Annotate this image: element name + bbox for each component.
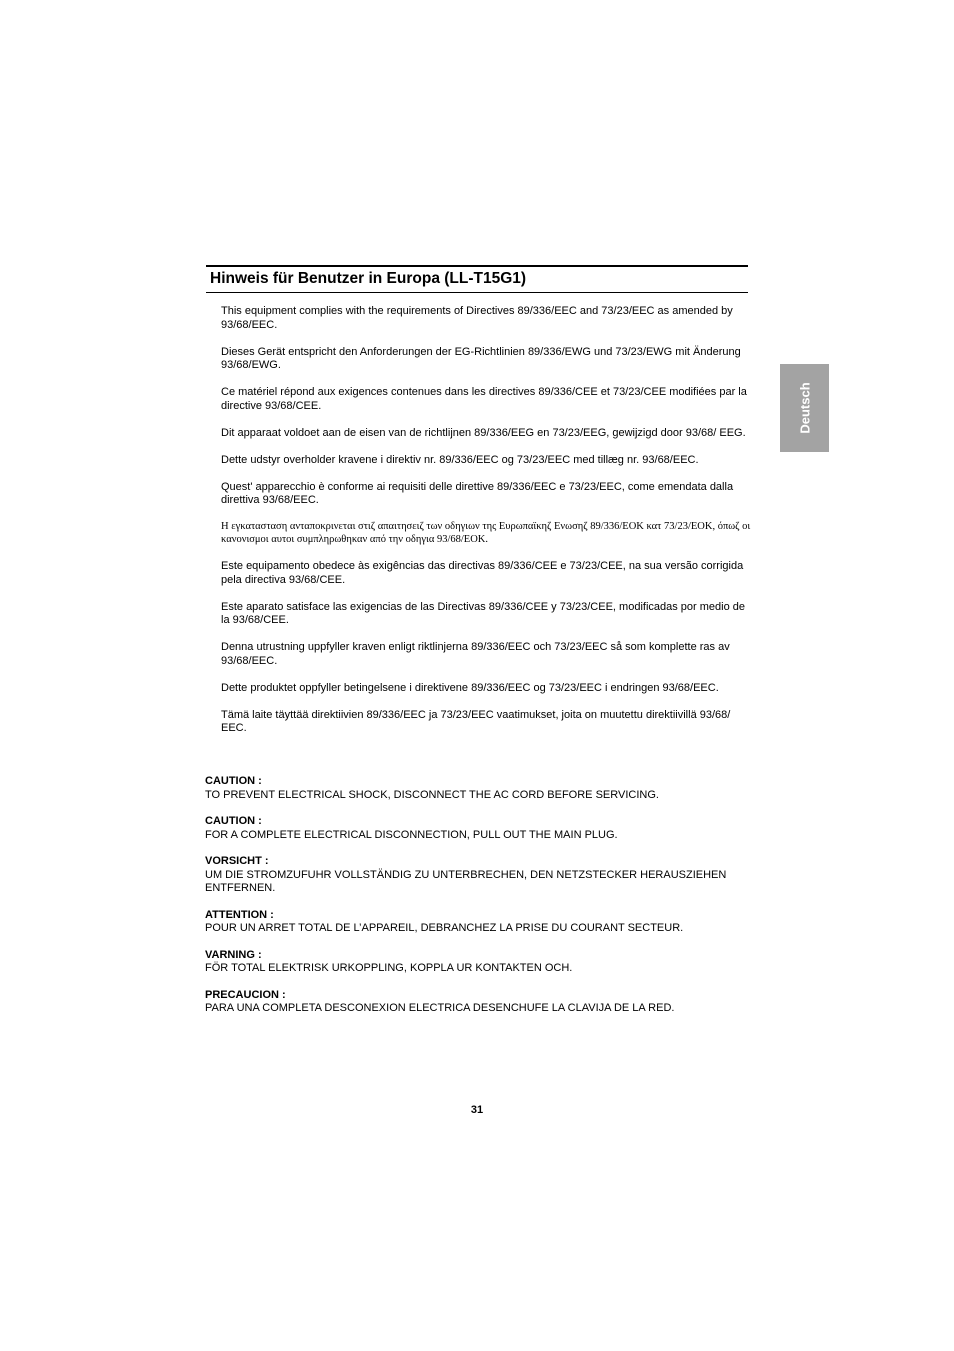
warning-text: UM DIE STROMZUFUHR VOLLSTÄNDIG ZU UNTERBRECHEN, DEN NETZSTECKER HERAUSZIEHEN ENTFERNEN. (205, 868, 727, 894)
statement-danish: Dette udstyr overholder kravene i direktiv nr. 89/336/EEC og 73/23/EEC med tillæg nr. 93/68/EEC. (221, 453, 699, 466)
warning-title: PRECAUCION : (205, 988, 286, 1001)
statement-finnish: Tämä laite täyttää direktiivien 89/336/EEC ja 73/23/EEC vaatimukset, joita on muutettu direktiivillä 93/68/ EEC. (221, 708, 731, 734)
statement-italian: Quest' apparecchio è conforme ai requisiti delle direttive 89/336/EEC e 73/23/EEC, come emendata dalla direttiva 93/68/EEC. (221, 480, 734, 506)
page-title: Hinweis für Benutzer in Europa (LL-T15G1) (210, 270, 527, 287)
warning-title: ATTENTION : (205, 908, 274, 921)
warning-title: VARNING : (205, 948, 262, 961)
warning-text: FOR A COMPLETE ELECTRICAL DISCONNECTION, PULL OUT THE MAIN PLUG. (205, 828, 618, 841)
warning-block (205, 989, 765, 1016)
warning-title: CAUTION : (205, 815, 262, 827)
heading-bottom-rule (206, 292, 748, 293)
directive-compliance-statements (221, 305, 751, 749)
warning-text: FÖR TOTAL ELEKTRISK URKOPPLING, KOPPLA UR KONTAKTEN OCH. (205, 962, 573, 974)
language-tab-label: Deutsch (797, 382, 812, 434)
warning-text: POUR UN ARRET TOTAL DE L’APPAREIL, DEBRANCHEZ LA PRISE DU COURANT SECTEUR. (205, 922, 684, 934)
statement-french: Ce matériel répond aux exigences contenues dans les directives 89/336/CEE et 73/23/CEE modifiées par la directive 93/68/CEE. (221, 386, 747, 412)
warning-title: VORSICHT : (205, 855, 269, 867)
warning-block (205, 815, 765, 842)
statement-german: Dieses Gerät entspricht den Anforderungen der EG-Richtlinien 89/336/EWG und 73/23/EWG mit Änderung 93/68/EWG. (221, 345, 741, 371)
statement-english: This equipment complies with the requirements of Directives 89/336/EEC and 73/23/EEC as amended by 93/68/EEC. (221, 305, 733, 331)
warning-text: TO PREVENT ELECTRICAL SHOCK, DISCONNECT THE AC CORD BEFORE SERVICING. (205, 788, 659, 801)
warning-block (205, 775, 765, 802)
warning-block (205, 855, 765, 896)
warning-text: PARA UNA COMPLETA DESCONEXION ELECTRICA DESENCHUFE LA CLAVIJA DE LA RED. (205, 1002, 675, 1014)
heading-top-rule (206, 265, 748, 267)
warning-title: CAUTION : (205, 775, 262, 787)
statement-norwegian: Dette produktet oppfyller betingelsene i direktivene 89/336/EEC og 73/23/EEC i endringen 93/68/EEC. (221, 681, 719, 694)
page-number: 31 (470, 1104, 484, 1116)
statement-swedish: Denna utrustning uppfyller kraven enligt riktlinjerna 89/336/EEC och 73/23/EEC så som komplette ras av 93/68/EEC. (221, 641, 730, 667)
statement-portuguese: Este equipamento obedece às exigências das directivas 89/336/CEE e 73/23/CEE, na sua versão corrigida pela directiva 93/68/CEE. (221, 560, 744, 586)
safety-warnings (205, 775, 765, 1029)
statement-greek: Η εγκατασταση ανταποκρινεται στιζ απαιτησειζ των οδηγιων της Ευρωπαϊκηζ Ενωσηζ 89/336/ΕΟΚ κατ 73/23/ΕΟΚ, όπωζ οι κανονισμοι αυτοι συμπληρωθηκαν από την οδηγια 93/68/ΕΟΚ. (221, 521, 751, 545)
statement-dutch: Dit apparaat voldoet aan de eisen van de richtlijnen 89/336/EEG en 73/23/EEG, gewijzigd door 93/68/ EEG. (221, 426, 746, 439)
warning-block (205, 909, 765, 936)
warning-block (205, 949, 765, 976)
language-side-tab (780, 364, 829, 452)
statement-spanish: Este aparato satisface las exigencias de las Directivas 89/336/CEE y 73/23/CEE, modificadas por medio de la 93/68/CEE. (221, 600, 745, 626)
